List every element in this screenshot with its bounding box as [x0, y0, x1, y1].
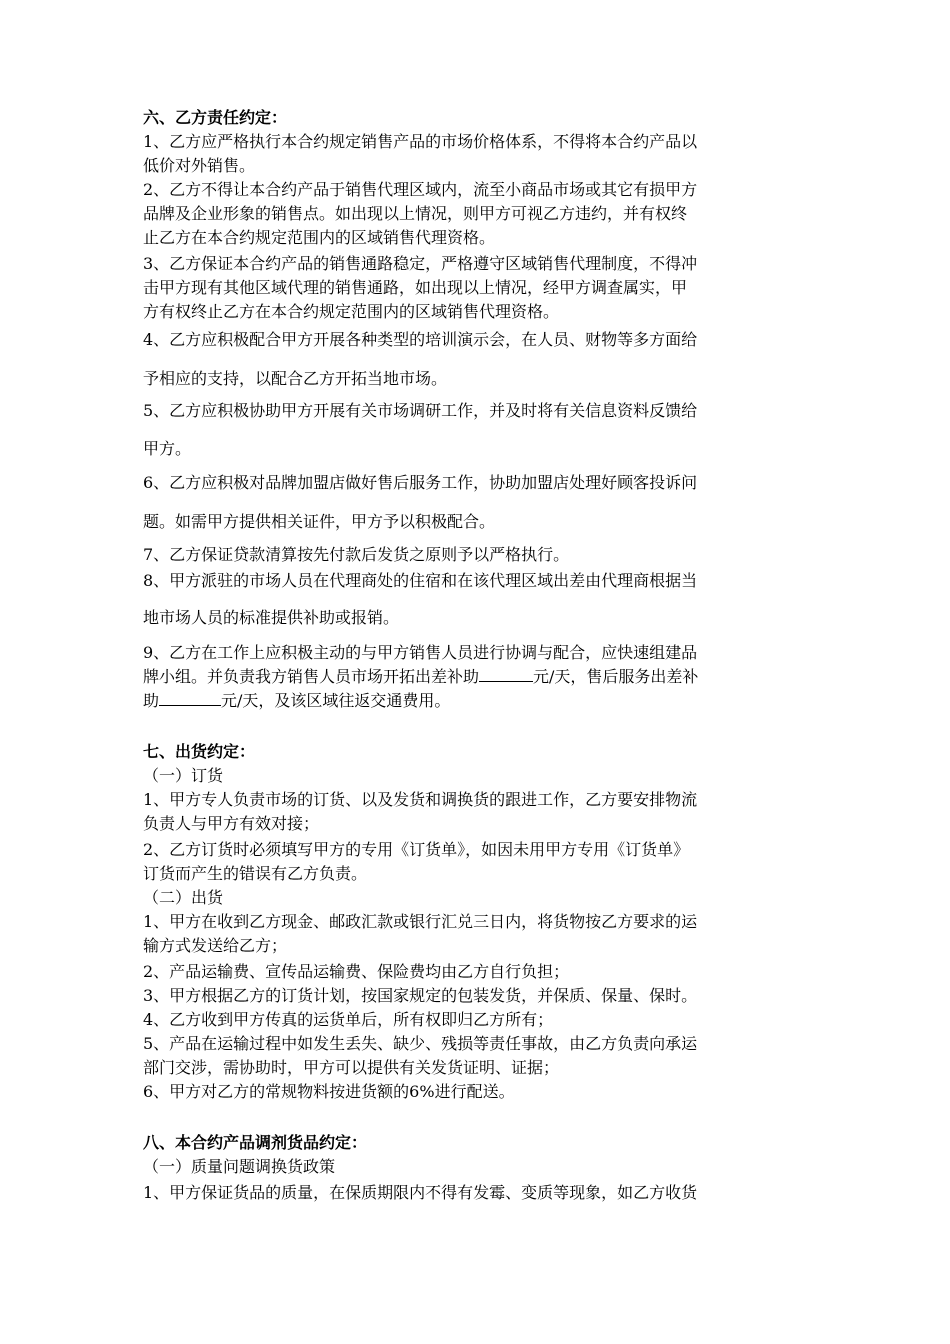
subheading: （一）质量问题调换货政策 [143, 1157, 336, 1176]
paragraph-line: 4、乙方应积极配合甲方开展各种类型的培训演示会，在人员、财物等多方面给 [143, 330, 698, 349]
paragraph-line-with-blank [143, 690, 450, 712]
paragraph-line: 1、甲方保证货品的质量，在保质期限内不得有发霉、变质等现象，如乙方收货 [143, 1183, 698, 1202]
paragraph-line: 6、甲方对乙方的常规物料按进货额的6%进行配送。 [143, 1082, 515, 1101]
paragraph-line: 题。如需甲方提供相关证件，甲方予以积极配合。 [143, 512, 496, 531]
subheading: （二）出货 [143, 888, 224, 907]
paragraph-line: 1、甲方在收到乙方现金、邮政汇款或银行汇兑三日内，将货物按乙方要求的运 [143, 912, 698, 931]
paragraph-line: 负责人与甲方有效对接； [143, 814, 320, 833]
paragraph-line: 击甲方现有其他区域代理的销售通路，如出现以上情况，经甲方调查属实，甲 [143, 278, 688, 297]
paragraph-line: 9、乙方在工作上应积极主动的与甲方销售人员进行协调与配合，应快速组建品 [143, 643, 698, 662]
paragraph-line-with-blank [143, 666, 698, 688]
paragraph-line: 2、乙方订货时必须填写甲方的专用《订货单》，如因未用甲方专用《订货单》 [143, 840, 690, 859]
fill-in-blank [159, 691, 221, 706]
line-text: 元/天，售后服务出差补 [533, 667, 699, 686]
paragraph-line: 输方式发送给乙方； [143, 936, 288, 955]
paragraph-line: 5、产品在运输过程中如发生丢失、缺少、残损等责任事故，由乙方负责向承运 [143, 1034, 698, 1053]
paragraph-line: 止乙方在本合约规定范围内的区域销售代理资格。 [143, 228, 496, 247]
paragraph-line: 6、乙方应积极对品牌加盟店做好售后服务工作，协助加盟店处理好顾客投诉问 [143, 473, 698, 492]
paragraph-line: 8、甲方派驻的市场人员在代理商处的住宿和在该代理区域出差由代理商根据当 [143, 571, 698, 590]
paragraph-line: 低价对外销售。 [143, 156, 256, 175]
line-text: 助 [143, 691, 160, 710]
paragraph-line: 3、乙方保证本合约产品的销售通路稳定，严格遵守区域销售代理制度，不得冲 [143, 254, 698, 273]
line-text: 牌小组。并负责我方销售人员市场开拓出差补助 [143, 667, 480, 686]
paragraph-line: 4、乙方收到甲方传真的运货单后，所有权即归乙方所有； [143, 1010, 554, 1029]
paragraph-line: 品牌及企业形象的销售点。如出现以上情况，则甲方可视乙方违约，并有权终 [143, 204, 688, 223]
paragraph-line: 部门交涉，需协助时，甲方可以提供有关发货证明、证据； [143, 1058, 560, 1077]
section-heading-7: 七、出货约定： [143, 742, 256, 761]
paragraph-line: 订货而产生的错误有乙方负责。 [143, 864, 368, 883]
paragraph-line: 方有权终止乙方在本合约规定范围内的区域销售代理资格。 [143, 302, 560, 321]
fill-in-blank [479, 667, 533, 682]
paragraph-line: 甲方。 [143, 439, 192, 458]
paragraph-line: 予相应的支持，以配合乙方开拓当地市场。 [143, 369, 448, 388]
section-heading-6: 六、乙方责任约定： [143, 108, 288, 127]
section-heading-8: 八、本合约产品调剂货品约定： [143, 1133, 368, 1152]
paragraph-line: 地市场人员的标准提供补助或报销。 [143, 608, 400, 627]
paragraph-line: 2、产品运输费、宣传品运输费、保险费均由乙方自行负担； [143, 962, 570, 981]
paragraph-line: 7、乙方保证贷款清算按先付款后发货之原则予以严格执行。 [143, 545, 570, 564]
line-text: 元/天，及该区域往返交通费用。 [221, 691, 451, 710]
paragraph-line: 3、甲方根据乙方的订货计划，按国家规定的包装发货，并保质、保量、保时。 [143, 986, 698, 1005]
subheading: （一）订货 [143, 766, 224, 785]
paragraph-line: 5、乙方应积极协助甲方开展有关市场调研工作，并及时将有关信息资料反馈给 [143, 401, 698, 420]
paragraph-line: 1、甲方专人负责市场的订货、以及发货和调换货的跟进工作，乙方要安排物流 [143, 790, 698, 809]
paragraph-line: 2、乙方不得让本合约产品于销售代理区域内，流至小商品市场或其它有损甲方 [143, 180, 698, 199]
paragraph-line: 1、乙方应严格执行本合约规定销售产品的市场价格体系，不得将本合约产品以 [143, 132, 698, 151]
